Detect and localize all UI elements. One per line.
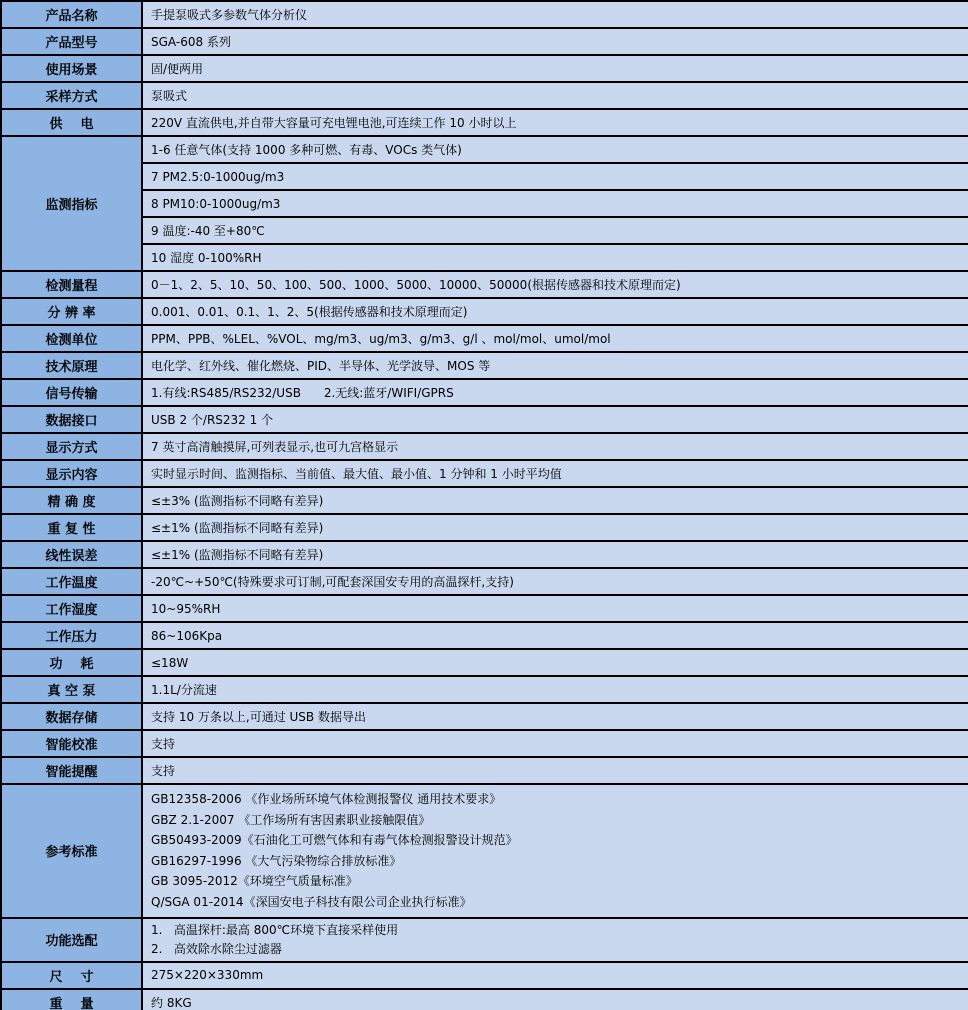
spec-label: 产品名称 bbox=[1, 1, 142, 28]
spec-value: PPM、PPB、%LEL、%VOL、mg/m3、ug/m3、g/m3、g/l 、mol/mol、umol/mol bbox=[142, 325, 968, 352]
table-row bbox=[1, 989, 968, 1010]
spec-label: 技术原理 bbox=[1, 352, 142, 379]
table-row bbox=[1, 28, 968, 55]
spec-value-multiline bbox=[142, 784, 968, 918]
spec-label: 智能校准 bbox=[1, 730, 142, 757]
table-row bbox=[1, 595, 968, 622]
spec-label: 工作压力 bbox=[1, 622, 142, 649]
table-row bbox=[1, 1, 968, 28]
table-row bbox=[1, 622, 968, 649]
table-row bbox=[1, 217, 968, 244]
spec-label: 重 复 性 bbox=[1, 514, 142, 541]
table-row bbox=[1, 271, 968, 298]
table-row bbox=[1, 962, 968, 989]
spec-value: 7 英寸高清触摸屏,可列表显示,也可九宫格显示 bbox=[142, 433, 968, 460]
table-row bbox=[1, 298, 968, 325]
table-row bbox=[1, 379, 968, 406]
spec-label: 数据接口 bbox=[1, 406, 142, 433]
spec-label: 尺 寸 bbox=[1, 962, 142, 989]
spec-value: 手提泵吸式多参数气体分析仪 bbox=[142, 1, 968, 28]
spec-subvalue: 7 PM2.5:0-1000ug/m3 bbox=[142, 163, 968, 190]
spec-value: 固/便两用 bbox=[142, 55, 968, 82]
table-row bbox=[1, 649, 968, 676]
table-row bbox=[1, 352, 968, 379]
spec-label: 监测指标 bbox=[1, 136, 142, 271]
table-row bbox=[1, 109, 968, 136]
spec-label: 供 电 bbox=[1, 109, 142, 136]
spec-label: 精 确 度 bbox=[1, 487, 142, 514]
spec-value: 支持 bbox=[142, 757, 968, 784]
spec-label: 显示方式 bbox=[1, 433, 142, 460]
spec-value: 86~106Kpa bbox=[142, 622, 968, 649]
spec-value-line: GB16297-1996 《大气污染物综合排放标准》 bbox=[151, 853, 402, 868]
table-row bbox=[1, 406, 968, 433]
spec-value: 实时显示时间、监测指标、当前值、最大值、最小值、1 分钟和 1 小时平均值 bbox=[142, 460, 968, 487]
spec-value-multiline bbox=[142, 918, 968, 962]
spec-value: ≤±1% (监测指标不同略有差异) bbox=[142, 541, 968, 568]
spec-value: SGA-608 系列 bbox=[142, 28, 968, 55]
spec-value: 支持 10 万条以上,可通过 USB 数据导出 bbox=[142, 703, 968, 730]
spec-value: -20℃~+50℃(特殊要求可订制,可配套深国安专用的高温探杆,支持) bbox=[142, 568, 968, 595]
spec-label: 检测量程 bbox=[1, 271, 142, 298]
spec-value: 约 8KG bbox=[142, 989, 968, 1010]
spec-value: 1.1L/分流速 bbox=[142, 676, 968, 703]
table-row bbox=[1, 55, 968, 82]
table-row bbox=[1, 514, 968, 541]
spec-label: 产品型号 bbox=[1, 28, 142, 55]
spec-value: ≤±1% (监测指标不同略有差异) bbox=[142, 514, 968, 541]
spec-value: USB 2 个/RS232 1 个 bbox=[142, 406, 968, 433]
spec-value-line: 1. 高温探杆:最高 800℃环境下直接采样使用 bbox=[151, 922, 399, 937]
spec-label: 分 辨 率 bbox=[1, 298, 142, 325]
table-row bbox=[1, 541, 968, 568]
table-row bbox=[1, 433, 968, 460]
spec-label: 数据存储 bbox=[1, 703, 142, 730]
table-row bbox=[1, 244, 968, 271]
table-row bbox=[1, 190, 968, 217]
table-row bbox=[1, 676, 968, 703]
spec-subvalue: 10 湿度 0-100%RH bbox=[142, 244, 968, 271]
spec-label: 信号传输 bbox=[1, 379, 142, 406]
spec-subvalue: 8 PM10:0-1000ug/m3 bbox=[142, 190, 968, 217]
table-row bbox=[1, 757, 968, 784]
spec-value-line: GBZ 2.1-2007 《工作场所有害因素职业接触限值》 bbox=[151, 812, 431, 827]
spec-value: 支持 bbox=[142, 730, 968, 757]
spec-label: 功能选配 bbox=[1, 918, 142, 962]
table-row bbox=[1, 460, 968, 487]
spec-label: 线性误差 bbox=[1, 541, 142, 568]
spec-value-line: GB12358-2006 《作业场所环境气体检测报警仪 通用技术要求》 bbox=[151, 792, 502, 806]
spec-label: 参考标准 bbox=[1, 784, 142, 918]
spec-label: 功 耗 bbox=[1, 649, 142, 676]
spec-value: 0.001、0.01、0.1、1、2、5(根据传感器和技术原理而定) bbox=[142, 298, 968, 325]
spec-label: 智能提醒 bbox=[1, 757, 142, 784]
spec-label: 采样方式 bbox=[1, 82, 142, 109]
spec-label: 工作温度 bbox=[1, 568, 142, 595]
spec-label: 工作湿度 bbox=[1, 595, 142, 622]
spec-label: 使用场景 bbox=[1, 55, 142, 82]
spec-value: 0－1、2、5、10、50、100、500、1000、5000、10000、50000(根据传感器和技术原理而定) bbox=[142, 271, 968, 298]
table-row bbox=[1, 918, 968, 962]
table-row bbox=[1, 325, 968, 352]
table-row bbox=[1, 730, 968, 757]
spec-label: 检测单位 bbox=[1, 325, 142, 352]
table-row bbox=[1, 568, 968, 595]
spec-value: 10~95%RH bbox=[142, 595, 968, 622]
spec-subvalue: 1-6 任意气体(支持 1000 多种可燃、有毒、VOCs 类气体) bbox=[142, 136, 968, 163]
spec-value-line: 2. 高效除水除尘过滤器 bbox=[151, 941, 282, 956]
table-row bbox=[1, 136, 968, 163]
spec-label: 重 量 bbox=[1, 989, 142, 1010]
spec-value: ≤18W bbox=[142, 649, 968, 676]
spec-value-line: GB 3095-2012《环境空气质量标准》 bbox=[151, 874, 358, 889]
table-row bbox=[1, 163, 968, 190]
spec-subvalue: 9 温度:-40 至+80℃ bbox=[142, 217, 968, 244]
spec-value-line: Q/SGA 01-2014《深国安电子科技有限公司企业执行标准》 bbox=[151, 894, 472, 909]
spec-label: 真 空 泵 bbox=[1, 676, 142, 703]
table-row bbox=[1, 487, 968, 514]
spec-label: 显示内容 bbox=[1, 460, 142, 487]
table-row bbox=[1, 703, 968, 730]
spec-value-line: GB50493-2009《石油化工可燃气体和有毒气体检测报警设计规范》 bbox=[151, 833, 518, 848]
spec-table-body bbox=[1, 1, 968, 1010]
spec-value: ≤±3% (监测指标不同略有差异) bbox=[142, 487, 968, 514]
spec-value: 1.有线:RS485/RS232/USB 2.无线:蓝牙/WIFI/GPRS bbox=[142, 379, 968, 406]
spec-value: 220V 直流供电,并自带大容量可充电锂电池,可连续工作 10 小时以上 bbox=[142, 109, 968, 136]
spec-value: 275×220×330mm bbox=[142, 962, 968, 989]
table-row bbox=[1, 784, 968, 918]
spec-value: 电化学、红外线、催化燃烧、PID、半导体、光学波导、MOS 等 bbox=[142, 352, 968, 379]
table-row bbox=[1, 82, 968, 109]
spec-value: 泵吸式 bbox=[142, 82, 968, 109]
